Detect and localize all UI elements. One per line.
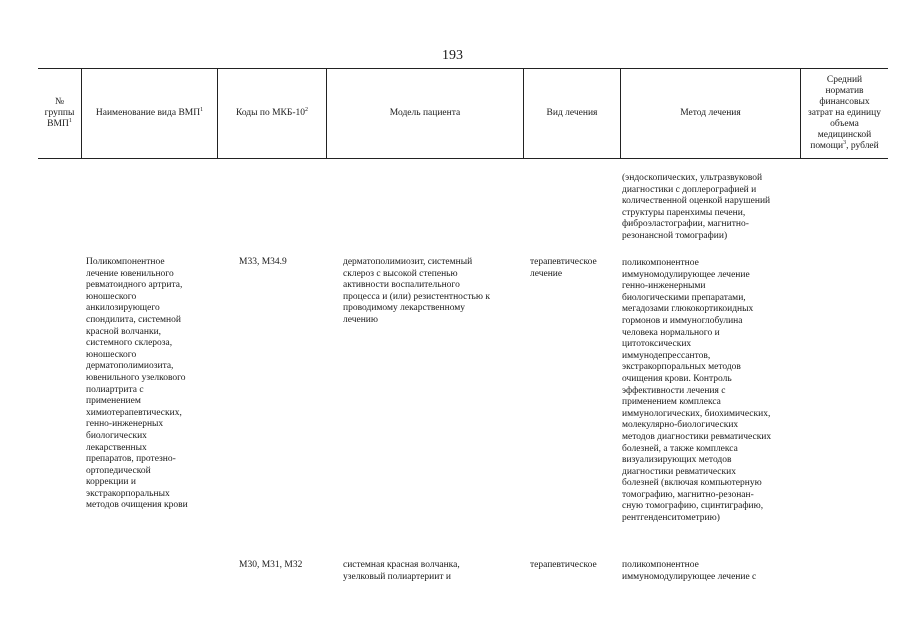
header-group-no — [38, 69, 82, 158]
row1-vmp-name: Поликомпонентное лечение ювенильного ревматоидного артрита, юношеского анкилозирующего спондилита, системной красной волчанки, системного склероза, юношеского дерматополимиозита, ювенильного узелкового полиартрита с применением химиотерапевтических, генно-инженерных биологических лекарственных препаратов, протезно- ортопедической коррекции и экстракорпоральных методов очищения крови — [86, 257, 188, 511]
row2-icd-codes: M30, M31, M32 — [239, 560, 303, 570]
header-vmp-name-text: Наименование вида ВМП — [95, 108, 201, 118]
header-vmp-name-sup: 1 — [200, 106, 204, 113]
header-treatment-method — [621, 69, 801, 158]
header-treatment-type — [524, 69, 621, 158]
header-avg-cost — [801, 69, 888, 158]
row1-patient-model: дерматополимиозит, системный склероз с высокой степенью активности воспалительного процесса и (или) резистентностью к проводимому лекарственному лечению — [343, 257, 490, 325]
row2-treatment-type: терапевтическое — [530, 560, 597, 570]
header-vmp-name — [82, 69, 218, 158]
row1-treatment-method: поликомпонентное иммуномодулирующее лечение генно-инженерными биологическими препаратами, мегадозами глюкокортикоидных гормонов и иммуноглобулина человека нормального и цитотоксических иммунодепрессантов, экстракорпоральных методов очищения крови. Контроль эффективности лечения с применением комплекса иммунологических, биохимических, молекулярно-биологических методов диагностики ревматических болезней, а также комплекса визуализирующих методов диагностики ревматических болезней (включая компьютерную томографию, магнитно-резонан- сную томографию, сцинтиграфию, рентгенденситометрию) — [622, 258, 772, 524]
row1-treatment-type: терапевтическое лечение — [530, 257, 597, 279]
header-avg-cost-text: Средний норматив финансовых затрат на единицу объема медицинской помощи — [808, 75, 881, 151]
header-avg-cost-sup: 3 — [843, 139, 847, 146]
row1-icd-codes: M33, M34.9 — [239, 257, 287, 267]
header-avg-cost-unit: , рублей — [846, 141, 879, 151]
row2-patient-model: системная красная волчанка, узелковый полиартериит и — [343, 560, 460, 582]
header-patient-model — [327, 69, 524, 158]
header-icd-codes-text: Коды по МКБ-10 — [235, 108, 306, 118]
header-patient-model-text: Модель пациента — [389, 108, 461, 118]
page-number: 193 — [442, 48, 463, 63]
row2-treatment-method: поликомпонентное иммуномодулирующее лечение с — [622, 560, 757, 582]
table-header — [38, 68, 888, 159]
header-group-no-text: № группы ВМП — [44, 97, 75, 129]
header-icd-codes-sup: 2 — [305, 106, 309, 113]
header-icd-codes — [218, 69, 327, 158]
header-treatment-method-text: Метод лечения — [680, 108, 741, 118]
header-group-no-sup: 1 — [68, 117, 72, 124]
continuation-method-text: (эндоскопических, ультразвуковой диагностики с доплерографией и количественной оценкой нарушений структуры паренхимы печени, фиброэластографии, магнитно- резонансной томографии) — [622, 173, 771, 241]
header-treatment-type-text: Вид лечения — [546, 108, 598, 118]
